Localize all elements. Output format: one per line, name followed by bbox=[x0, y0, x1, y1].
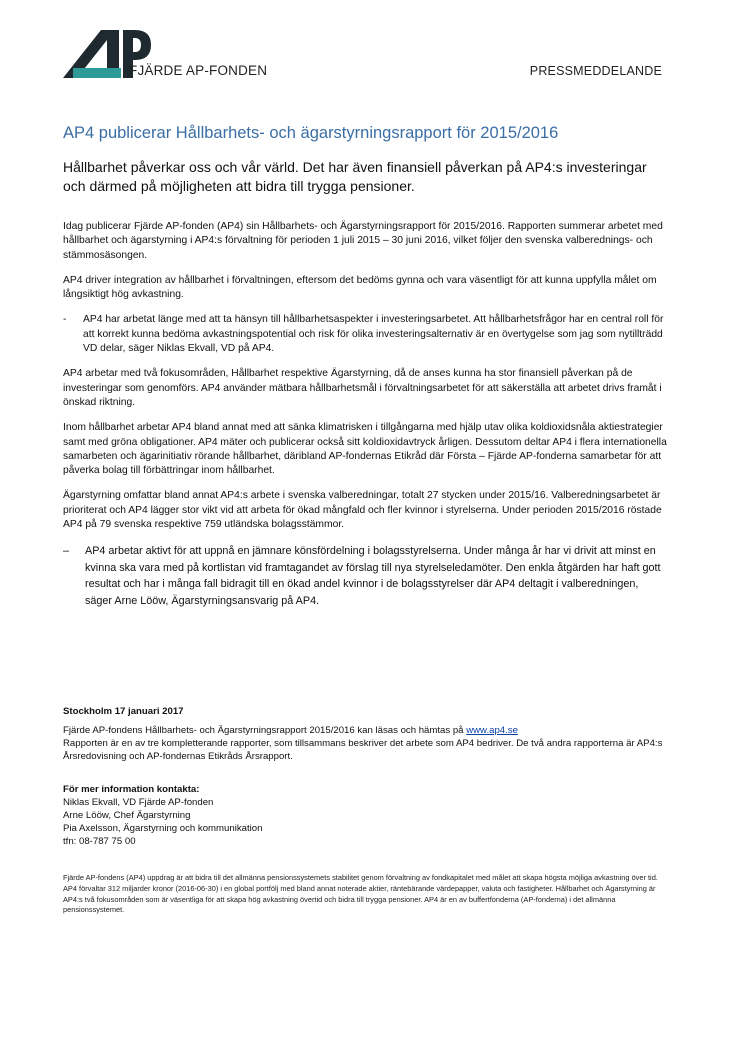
contact-phone: tfn: 08-787 75 00 bbox=[63, 836, 136, 847]
contact-item: Arne Lööw, Chef Ägarstyrning bbox=[63, 810, 191, 821]
lead-paragraph: Hållbarhet påverkar oss och vår värld. Det har även finansiell påverkan på AP4:s investeringar och därmed på möjligheten att bidra till trygga pensioner. bbox=[63, 159, 647, 194]
quote-governance bbox=[63, 543, 668, 609]
page-title: AP4 publicerar Hållbarhets- och ägarstyrningsrapport för 2015/2016 bbox=[63, 124, 559, 142]
paragraph-5: Ägarstyrning omfattar bland annat AP4:s arbete i svenska valberedningar, totalt 27 stycken under 2015/16. Valberedningsarbetet är prioriterat och AP4 lägger stor vikt vid att arbeta för ökad mångfald och fler kvinnor i styrelserna. Under perioden 2015/2016 röstade AP4 på 79 svenska respektive 759 utländska bolagsstämmor. bbox=[63, 490, 662, 531]
quote-dash: – bbox=[63, 545, 70, 558]
about-ap4: Fjärde AP-fondens (AP4) uppdrag är att bidra till det allmänna pensionssystemets stabilitet genom förvaltning av fondkapitalet med målet att skapa högsta möjliga avkastning över tid. AP4 förvaltar 312 miljarder kronor (2016-06-30) i en global portfölj med bland annat noterade aktier, räntebärande värdepapper, valuta och fastigheter. Hållbarhet och Ägarstyrning är AP4:s två fokusområden som är väsentliga för att skapa hög avkastning övertid och bidra till trygga pensioner. AP4 är en av buffertfonderna (AP-fonderna) i det allmänna pensionssystemet. bbox=[63, 873, 658, 915]
quote-ceo bbox=[63, 313, 668, 356]
paragraph-1: Idag publicerar Fjärde AP-fonden (AP4) sin Hållbarhets- och Ägarstyrningsrapport för 2015/2016. Rapporten summerar arbetet med hållbarhet och ägarstyrning i AP4:s förvaltning för perioden 1 juli 2015 – 30 juni 2016, vilket följer den svenska valberednings- och stämmosäsongen. bbox=[63, 221, 663, 261]
dateline: Stockholm 17 januari 2017 bbox=[63, 706, 184, 717]
contact-heading: För mer information kontakta: bbox=[63, 784, 200, 795]
paragraph-4: Inom hållbarhet arbetar AP4 bland annat med att sänka klimatrisken i tillgångarna med hjälp utav olika koldioxidsnåla aktiestrategier samt med gröna obligationer. AP4 mäter och publicerar också sitt koldioxidavtryck årligen. Dessutom deltar AP4 i flera internationella samarbeten och ägarinitiativ rörande hållbarhet, däribland AP-fondernas Etikråd där Första – Fjärde AP-fonderna samarbetar för att påverka bolag till förbättringar inom hållbarhet. bbox=[63, 422, 667, 477]
report-info bbox=[63, 724, 673, 763]
quote-ceo-text: AP4 har arbetat länge med att ta hänsyn till hållbarhetsaspekter i investeringsarbetet. Att hållbarhetsfrågor har en central roll för att korrekt kunna bedöma avkastningspotential och risk för olika investeringsalternativ är en övertygelse som jag som nytillträdd VD delar, säger Niklas Ekvall, VD på AP4. bbox=[83, 314, 664, 355]
contact-item: Pia Axelsson, Ägarstyrning och kommunikation bbox=[63, 823, 263, 834]
footer bbox=[63, 705, 673, 848]
report-text: Fjärde AP-fondens Hållbarhets- och Ägarstyrningsrapport 2015/2016 kan läsas och hämtas på bbox=[63, 725, 464, 736]
quote-dash: - bbox=[63, 314, 67, 326]
contact-item: Niklas Ekvall, VD Fjärde AP-fonden bbox=[63, 797, 214, 808]
report-text-2: Rapporten är en av tre kompletterande rapporter, som tillsammans beskriver det arbete som AP4 bedriver. De två andra rapporterna är AP4:s Årsredovisning och AP-fondernas Etikråds Årsrapport. bbox=[63, 738, 663, 762]
ap4-logo bbox=[63, 28, 293, 80]
logo-wordmark: FJÄRDE AP-FONDEN bbox=[129, 63, 268, 78]
ap4-website-link[interactable]: www.ap4.se bbox=[466, 725, 518, 736]
body-text bbox=[63, 220, 668, 609]
paragraph-2: AP4 driver integration av hållbarhet i förvaltningen, eftersom det bedöms gynna och vara väsentligt för att kunna uppfylla målet om långsiktigt hög avkastning. bbox=[63, 274, 657, 301]
paragraph-3: AP4 arbetar med två fokusområden, Hållbarhet respektive Ägarstyrning, då de anses kunna ha stor finansiell påverkan på de investeringar som genomförs. AP4 använder mätbara hållbarhetsmål i förvaltningsarbetet för att säkerställa att arbetet drivs framåt i önskad riktning. bbox=[63, 368, 662, 408]
document-type-label: PRESSMEDDELANDE bbox=[529, 64, 662, 78]
quote-governance-text: AP4 arbetar aktivt för att uppnå en jämnare könsfördelning i bolagsstyrelserna. Under många år har vi drivit att minst en kvinna ska vara med på kortlistan vid framtagandet av förslag till nya styrelseledamöter. Den enkla åtgärden har haft gott resultat och har i många fall bidragit till en ökad andel kvinnor i de bolagsstyrelser där AP4 deltagit i valberedningen, säger Arne Lööw, Ägarstyrningsansvarig på AP4. bbox=[85, 545, 661, 607]
